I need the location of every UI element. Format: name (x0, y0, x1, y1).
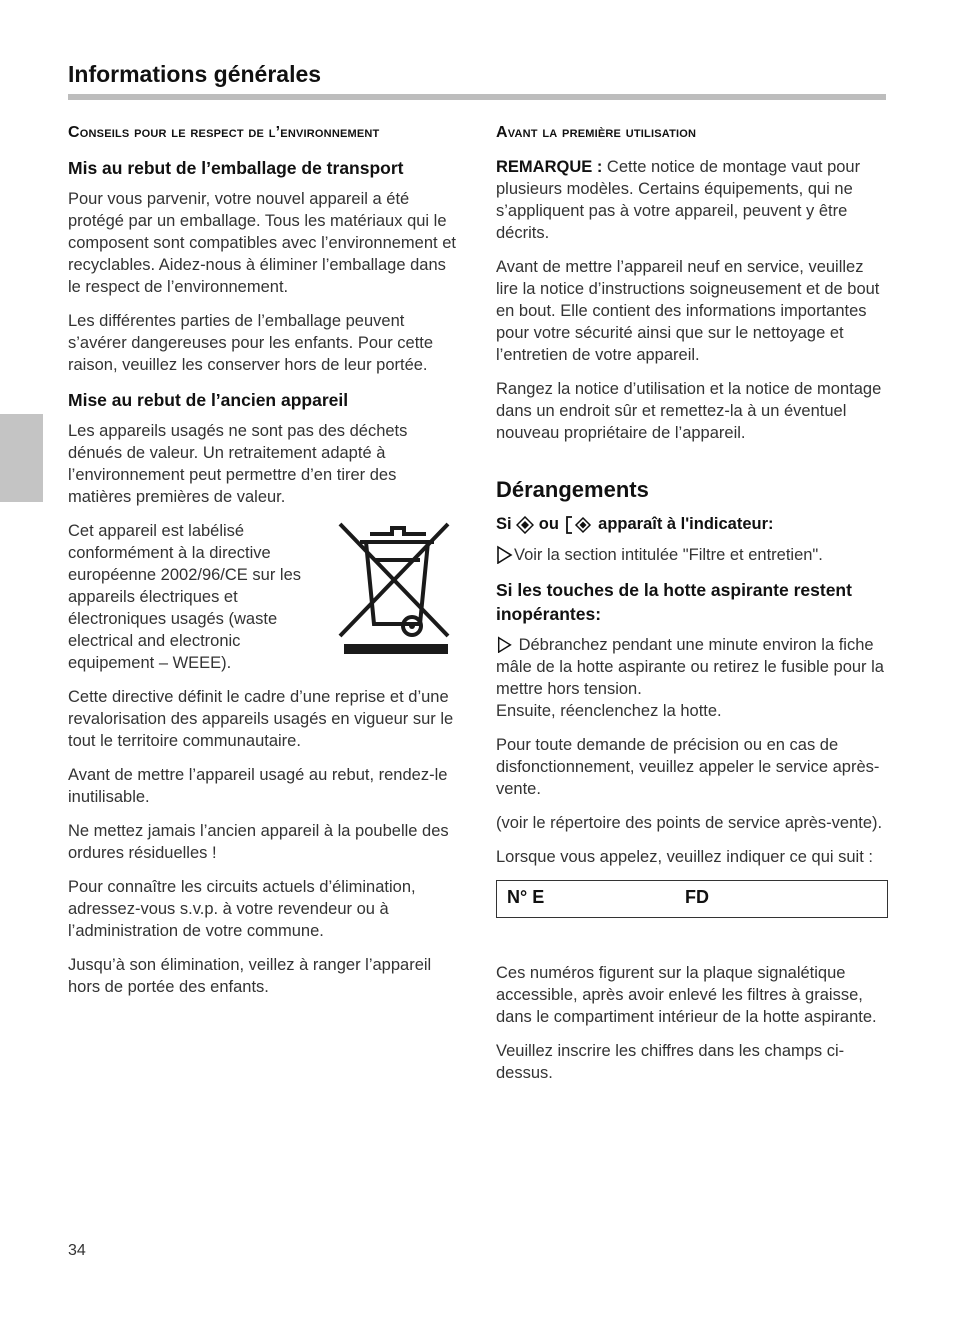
first-use-paragraph-2: Rangez la notice d’utilisation et la notice de montage dans un endroit sûr et remettez-la à un éventuel nouveau propriétaire de l’appareil. (496, 380, 882, 442)
old-appliance-paragraph-4: Avant de mettre l’appareil usagé au rebut, rendez-le inutilisable. (68, 766, 448, 806)
action-2-text: Débranchez pendant une minute environ la fiche mâle de la hotte aspirante ou retirez le fusible pour la mettre hors tension. (496, 636, 884, 698)
action-1-text: Voir la section intitulée "Filtre et entretien". (514, 546, 823, 564)
sym-tail: apparaît à l'indicateur: (598, 515, 774, 533)
old-appliance-paragraph-3: Cette directive définit le cadre d’une reprise et d’une revalorisation des appareils usagés en vigueur sur le tout le territoire communautaire. (68, 688, 454, 750)
arrow-right-icon (496, 635, 514, 653)
note-text: Cette notice de montage vaut pour plusieurs modèles. Certains équipements, qui ne s’appliquent pas à votre appareil, peuvent y être décrits. (496, 158, 861, 242)
action-2b-text: Ensuite, réenclenchez la hotte. (496, 702, 722, 720)
packaging-paragraph-1: Pour vous parvenir, votre nouvel appareil a été protégé par un emballage. Tous les matériaux qui le composent sont compatibles avec l’environnement et recyclables. Aidez-nous à éliminer l’emballage dans le respect de l’environnement. (68, 190, 456, 296)
old-appliance-paragraph-5: Ne mettez jamais l’ancien appareil à la poubelle des ordures résiduelles ! (68, 822, 449, 862)
weee-crossed-bin-icon (334, 520, 454, 660)
e-number-fd-box (496, 880, 888, 918)
service-paragraph-5: Veuillez inscrire les chiffres dans les champs ci-dessus. (496, 1042, 845, 1082)
first-use-paragraph-1: Avant de mettre l’appareil neuf en service, veuillez lire la notice d’instructions soigneusement et de bout en bout. Elle contient des informations importantes pour votre sécurité ainsi que sur le nettoyage et l’entretien de votre appareil. (496, 258, 880, 364)
page-number: 34 (68, 1242, 86, 1259)
page-title: Informations générales (68, 61, 322, 87)
service-paragraph-2: (voir le répertoire des points de service après-vente). (496, 814, 883, 832)
buttons-inoperative-title: Si les touches de la hotte aspirante restent inopérantes: (496, 580, 852, 624)
old-appliance-paragraph-2: Cet appareil est labélisé conformément à la directive européenne 2002/96/CE sur les appareils électriques et électroniques usagés (waste electrical and electronic equipement – WEEE). (68, 522, 301, 672)
note-paragraph (496, 156, 888, 244)
environment-heading: Conseils pour le respect de l’environnement (68, 124, 380, 141)
sym-si: Si (496, 515, 512, 533)
old-appliance-paragraph-6: Pour connaître les circuits actuels d’élimination, adressez-vous s.v.p. à votre revendeur ou à l’administration de votre commune. (68, 878, 416, 940)
fd-label: FD (685, 887, 709, 907)
side-tab-marker (0, 414, 43, 502)
indicator-symbol-line (496, 512, 888, 536)
filter-bracket-diamond-icon (564, 515, 594, 535)
page-header (68, 58, 886, 100)
filter-diamond-icon (516, 516, 534, 534)
first-use-heading: Avant la première utilisation (496, 124, 697, 141)
old-appliance-paragraph-7: Jusqu’à son élimination, veillez à ranger l’appareil hors de portée des enfants. (68, 956, 432, 996)
right-column (496, 122, 888, 1096)
sym-ou: ou (538, 515, 559, 533)
service-paragraph-3: Lorsque vous appelez, veuillez indiquer ce qui suit : (496, 848, 873, 866)
old-appliance-title: Mise au rebut de l’ancien appareil (68, 390, 349, 410)
packaging-paragraph-2: Les différentes parties de l’emballage peuvent s’avérer dangereuses pour les enfants. Pour cette raison, veuillez les conserver hors de leur portée. (68, 312, 434, 374)
title-rule (68, 94, 886, 100)
e-number-label: N° E (507, 887, 545, 907)
action-2 (496, 634, 888, 722)
action-1 (496, 544, 888, 566)
arrow-right-icon (496, 544, 514, 564)
weee-block (68, 520, 460, 686)
old-appliance-paragraph-1: Les appareils usagés ne sont pas des déchets dénués de valeur. Un retraitement adapté à l’environnement peut permettre d’en tirer des matières premières de valeur. (68, 422, 408, 506)
faults-title: Dérangements (496, 477, 649, 502)
service-paragraph-1: Pour toute demande de précision ou en cas de disfonctionnement, veuillez appeler le service après-vente. (496, 736, 880, 798)
note-label: REMARQUE : (496, 158, 603, 176)
service-paragraph-4: Ces numéros figurent sur la plaque signalétique accessible, après avoir enlevé les filtres à graisse, dans le compartiment intérieur de la hotte aspirante. (496, 964, 877, 1026)
left-column (68, 122, 460, 1010)
packaging-disposal-title: Mis au rebut de l’emballage de transport (68, 158, 404, 178)
